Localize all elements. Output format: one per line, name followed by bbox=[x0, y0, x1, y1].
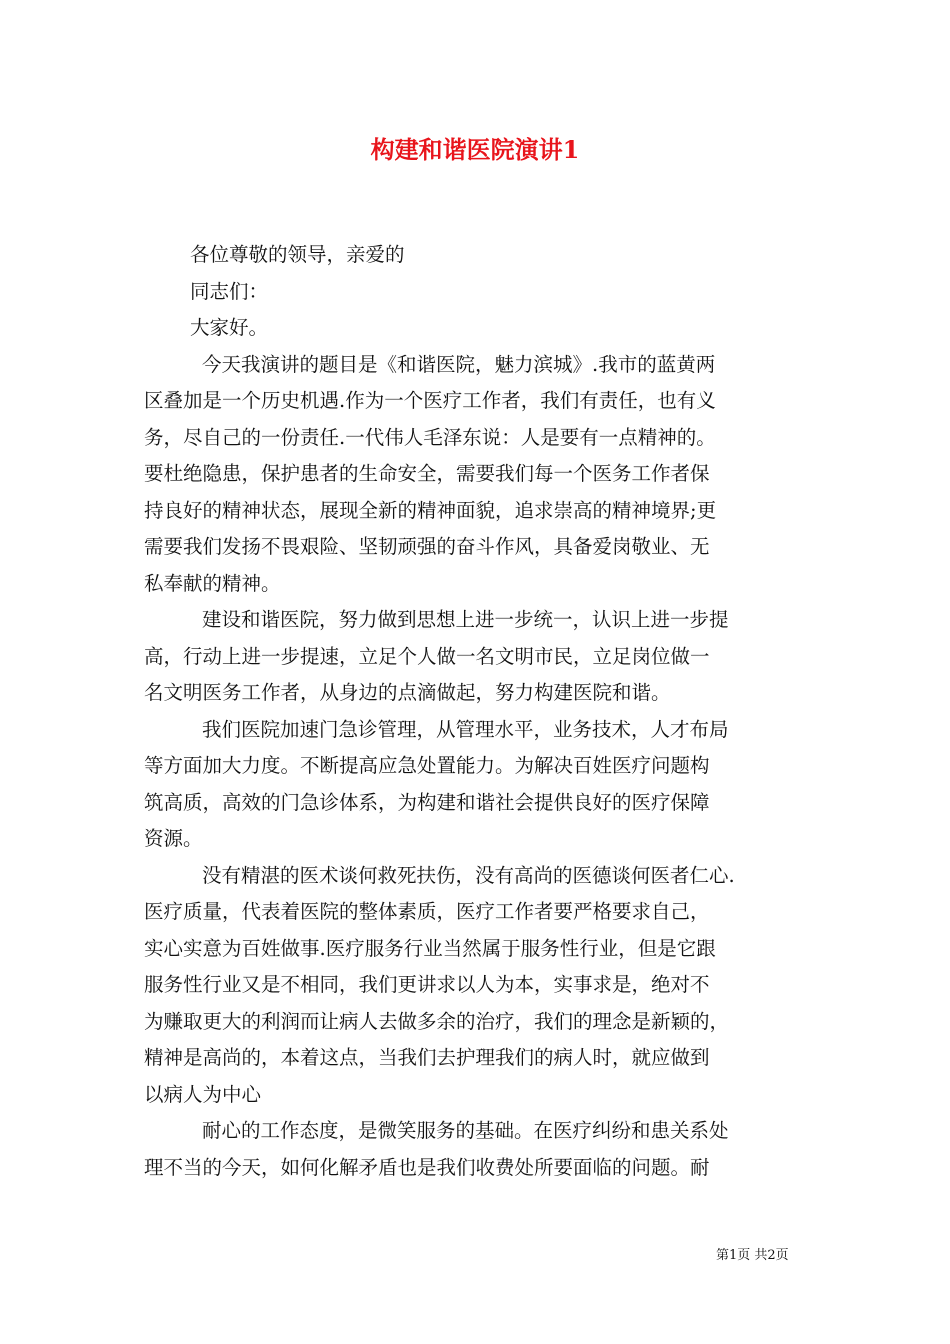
document-body bbox=[144, 237, 814, 1186]
paragraph-line: 耐心的工作态度，是微笑服务的基础。在医疗纠纷和患关系处 bbox=[202, 1119, 729, 1142]
paragraph-line: 需要我们发扬不畏艰险、坚韧顽强的奋斗作风，具备爱岗敬业、无 bbox=[144, 535, 710, 558]
greeting-line: 大家好。 bbox=[190, 316, 269, 339]
paragraph-line: 没有精湛的医术谈何救死扶伤，没有高尚的医德谈何医者仁心. bbox=[202, 863, 735, 887]
page-number-footer: 第1页 共2页 bbox=[716, 1248, 789, 1263]
document-title: 构建和谐医院演讲1 bbox=[370, 135, 580, 164]
paragraph-line: 实心实意为百姓做事.医疗服务行业当然属于服务性行业，但是它跟 bbox=[144, 936, 716, 960]
paragraph-line: 高，行动上进一步提速，立足个人做一名文明市民，立足岗位做一 bbox=[144, 644, 710, 668]
paragraph-line: 精神是高尚的，本着这点，当我们去护理我们的病人时，就应做到 bbox=[144, 1046, 710, 1069]
paragraph-line: 要杜绝隐患，保护患者的生命安全，需要我们每一个医务工作者保 bbox=[144, 462, 710, 485]
paragraph-line: 资源。 bbox=[144, 827, 203, 850]
paragraph-line: 理不当的今天，如何化解矛盾也是我们收费处所要面临的问题。耐 bbox=[144, 1155, 710, 1179]
paragraph-line: 持良好的精神状态，展现全新的精神面貌，追求崇高的精神境界;更 bbox=[144, 498, 717, 522]
paragraph-line: 私奉献的精神。 bbox=[144, 571, 281, 595]
paragraph-line: 区叠加是一个历史机遇.作为一个医疗工作者，我们有责任，也有义 bbox=[144, 389, 716, 412]
paragraph-line: 我们医院加速门急诊管理，从管理水平，业务技术，人才布局 bbox=[202, 717, 729, 741]
paragraph-line: 今天我演讲的题目是《和谐医院，魅力滨城》.我市的蓝黄两 bbox=[202, 352, 716, 376]
paragraph-line: 务，尽自己的一份责任.一代伟人毛泽东说：人是要有一点精神的。 bbox=[144, 425, 716, 449]
paragraph-line: 名文明医务工作者，从身边的点滴做起，努力构建医院和谐。 bbox=[144, 681, 671, 704]
paragraph-line: 为赚取更大的利润而让病人去做多余的治疗，我们的理念是新颖的， bbox=[144, 1009, 730, 1033]
paragraph-line: 服务性行业又是不相同，我们更讲求以人为本，实事求是，绝对不 bbox=[144, 973, 710, 996]
paragraph-line: 医疗质量，代表着医院的整体素质，医疗工作者要严格要求自己， bbox=[144, 900, 710, 923]
paragraph-line: 筑高质，高效的门急诊体系，为构建和谐社会提供良好的医疗保障 bbox=[144, 790, 710, 814]
paragraph-line: 等方面加大力度。不断提高应急处置能力。为解决百姓医疗问题构 bbox=[144, 754, 710, 777]
greeting-line: 各位尊敬的领导，亲爱的 bbox=[190, 243, 405, 266]
paragraph-line: 以病人为中心 bbox=[144, 1082, 262, 1106]
paragraph-line: 建设和谐医院，努力做到思想上进一步统一，认识上进一步提 bbox=[202, 608, 729, 631]
greeting-line: 同志们： bbox=[190, 279, 269, 303]
